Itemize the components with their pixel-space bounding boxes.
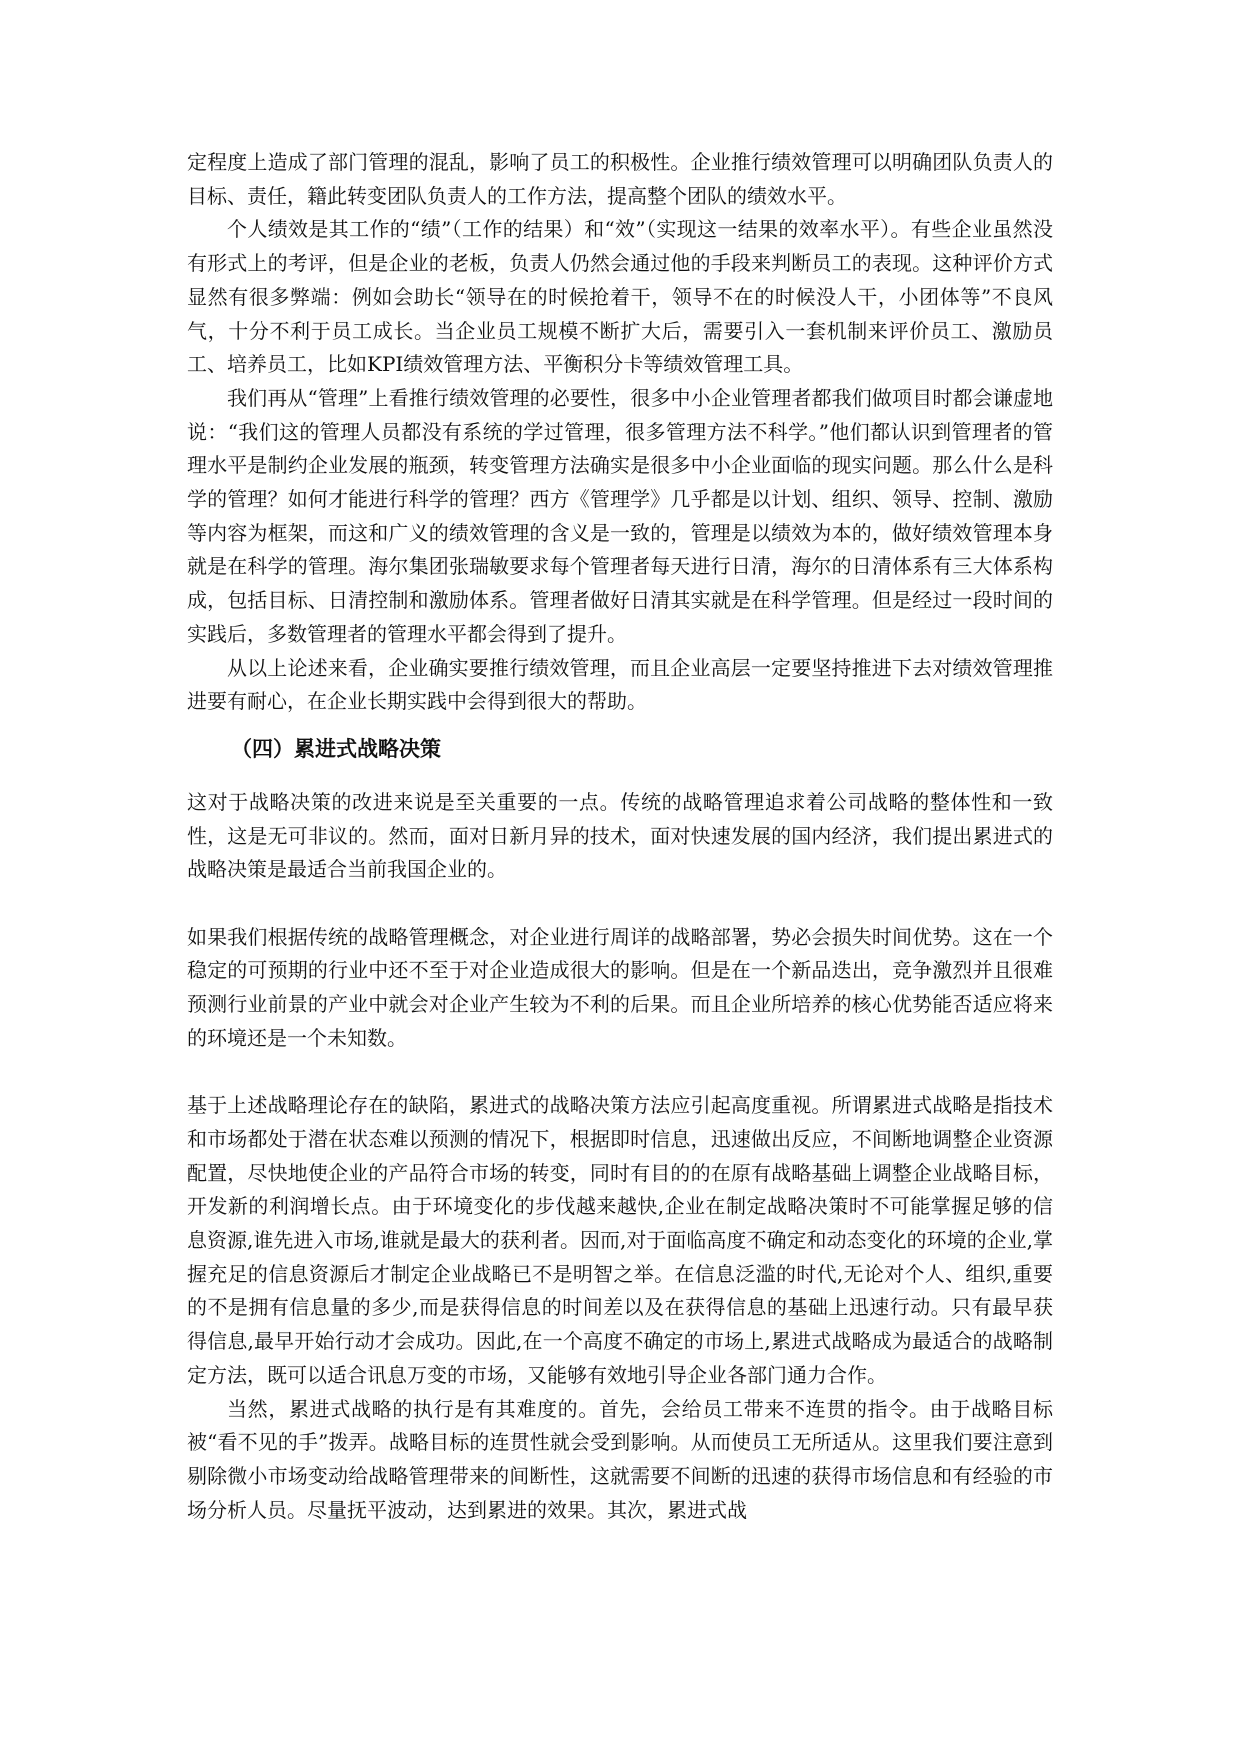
section-heading: （四）累进式战略决策 bbox=[231, 736, 441, 761]
paragraph-3: 我们再从“管理”上看推行绩效管理的必要性，很多中小企业管理者都我们做项目时都会谦虚地说：“我们这的管理人员都没有系统的学过管理，很多管理方法不科学。”他们都认识到管理者的管理水平是制约企业发展的瓶颈，转变管理方法确实是很多中小企业面临的现实问题。那么什么是科学的管理？如何才能进行科学的管理？西方《管理学》几乎都是以计划、组织、领导、控制、激励等内容为框架，而这和广义的绩效管理的含义是一致的，管理是以绩效为本的，做好绩效管理本身就是在科学的管理。海尔集团张瑞敏要求每个管理者每天进行日清，海尔的日清体系有三大体系构成，包括目标、日清控制和激励体系。管理者做好日清其实就是在科学管理。但是经过一段时间的实践后，多数管理者的管理水平都会得到了提升。 bbox=[187, 385, 1053, 646]
document-page bbox=[187, 146, 1053, 1527]
paragraph-4: 从以上论述来看，企业确实要推行绩效管理，而且企业高层一定要坚持推进下去对绩效管理推进要有耐心，在企业长期实践中会得到很大的帮助。 bbox=[187, 655, 1053, 714]
paragraph-2: 个人绩效是其工作的“绩”（工作的结果）和“效”（实现这一结果的效率水平）。有些企业虽然没有形式上的考评，但是企业的老板，负责人仍然会通过他的手段来判断员工的表现。这种评价方式显然有很多弊端：例如会助长“领导在的时候抢着干，领导不在的时候没人干，小团体等”不良风气，十分不利于员工成长。当企业员工规模不断扩大后，需要引入一套机制来评价员工、激励员工、培养员工，比如KPI绩效管理方法、平衡积分卡等绩效管理工具。 bbox=[187, 217, 1053, 377]
paragraph-1: 定程度上造成了部门管理的混乱，影响了员工的积极性。企业推行绩效管理可以明确团队负责人的目标、责任，籍此转变团队负责人的工作方法，提高整个团队的绩效水平。 bbox=[187, 150, 1053, 208]
paragraph-6: 如果我们根据传统的战略管理概念，对企业进行周详的战略部署，势必会损失时间优势。这在一个稳定的可预期的行业中还不至于对企业造成很大的影响。但是在一个新品迭出，竞争激烈并且很难预测行业前景的产业中就会对企业产生较为不利的后果。而且企业所培养的核心优势能否适应将来的环境还是一个未知数。 bbox=[187, 924, 1053, 1050]
paragraph-7: 基于上述战略理论存在的缺陷，累进式的战略决策方法应引起高度重视。所谓累进式战略是指技术和市场都处于潜在状态难以预测的情况下，根据即时信息，迅速做出反应，不间断地调整企业资源配置，尽快地使企业的产品符合市场的转变，同时有目的的在原有战略基础上调整企业战略目标，开发新的利润增长点。由于环境变化的步伐越来越快,企业在制定战略决策时不可能掌握足够的信息资源,谁先进入市场,谁就是最大的获利者。因而,对于面临高度不确定和动态变化的环境的企业,掌握充足的信息资源后才制定企业战略已不是明智之举。在信息泛滥的时代,无论对个人、组织,重要的不是拥有信息量的多少,而是获得信息的时间差以及在获得信息的基础上迅速行动。只有最早获得信息,最早开始行动才会成功。因此,在一个高度不确定的市场上,累进式战略成为最适合的战略制定方法，既可以适合讯息万变的市场，又能够有效地引导企业各部门通力合作。 bbox=[187, 1093, 1053, 1387]
paragraph-8: 当然，累进式战略的执行是有其难度的。首先，会给员工带来不连贯的指令。由于战略目标被“看不见的手”拨弄。战略目标的连贯性就会受到影响。从而使员工无所适从。这里我们要注意到剔除微小市场变动给战略管理带来的间断性，这就需要不间断的迅速的获得市场信息和有经验的市场分析人员。尽量抚平波动，达到累进的效果。其次，累进式战 bbox=[187, 1396, 1053, 1522]
paragraph-5: 这对于战略决策的改进来说是至关重要的一点。传统的战略管理追求着公司战略的整体性和一致性，这是无可非议的。然而，面对日新月异的技术，面对快速发展的国内经济，我们提出累进式的战略决策是最适合当前我国企业的。 bbox=[187, 789, 1053, 882]
